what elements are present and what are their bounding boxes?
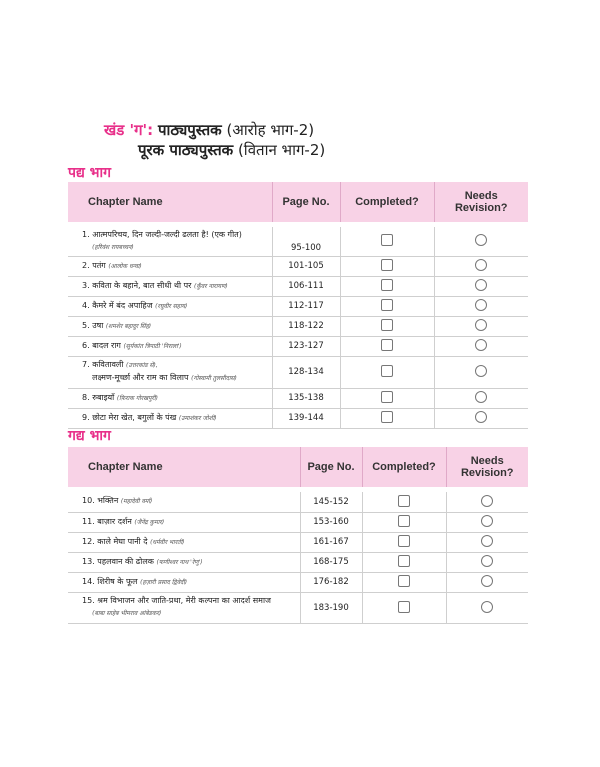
chapter-number: 14.	[82, 576, 95, 586]
chapter-author: (रघुवीर सहाय)	[155, 302, 188, 310]
completed-checkbox[interactable]	[381, 299, 393, 311]
revision-cell	[446, 492, 528, 512]
page-range: 183-190	[300, 592, 362, 623]
needs-revision-radio[interactable]	[475, 411, 487, 423]
column-needs-revision	[434, 182, 528, 222]
completed-cell	[340, 227, 434, 256]
revision-cell	[446, 512, 528, 532]
chapter-cell	[68, 572, 300, 592]
chapter-title: काले मेघा पानी दे	[97, 536, 148, 546]
completed-checkbox[interactable]	[398, 575, 410, 587]
needs-revision-line-2: Revision?	[454, 202, 508, 214]
completed-cell	[340, 276, 434, 296]
section-heading	[104, 120, 325, 160]
table-row	[68, 592, 528, 623]
table-row	[68, 388, 528, 408]
completed-cell	[340, 388, 434, 408]
completed-checkbox[interactable]	[381, 234, 393, 246]
chapter-cell	[68, 532, 300, 552]
column-page-no: Page No.	[300, 447, 362, 487]
needs-revision-radio[interactable]	[475, 391, 487, 403]
completed-checkbox[interactable]	[381, 391, 393, 403]
revision-cell	[446, 552, 528, 572]
completed-cell	[340, 336, 434, 356]
chapter-number: 7.	[82, 360, 90, 369]
textbook-part: (आरोह भाग-2)	[226, 121, 315, 139]
page-range: 145-152	[300, 492, 362, 512]
chapter-cell	[68, 276, 272, 296]
chapter-author: (सूर्यकांत त्रिपाठी 'निराला')	[123, 342, 182, 350]
needs-revision-radio[interactable]	[481, 575, 493, 587]
chapter-title: आत्मपरिचय, दिन जल्दी-जल्दी ढलता है! (एक गीत)	[92, 229, 242, 239]
needs-revision-radio[interactable]	[475, 279, 487, 291]
chapter-number: 3.	[82, 280, 90, 290]
page-range: 106-111	[272, 276, 340, 296]
completed-cell	[362, 552, 446, 572]
completed-cell	[340, 316, 434, 336]
table-row	[68, 256, 528, 276]
textbook-name: पाठ्यपुस्तक	[157, 121, 222, 139]
revision-cell	[434, 356, 528, 388]
chapter-author: (धर्मवीर भारती)	[150, 538, 185, 546]
page-range: 139-144	[272, 408, 340, 428]
chapter-number: 1.	[82, 229, 90, 239]
gadya-rows	[68, 487, 528, 623]
chapter-title: श्रम विभाजन और जाति-प्रथा, मेरी कल्पना का आदर्श समाज	[97, 596, 271, 605]
chapter-author: (हरिवंश रायबच्चन)	[92, 243, 134, 251]
needs-revision-radio[interactable]	[481, 515, 493, 527]
chapter-author: (जैनेंद्र कुमार)	[134, 518, 165, 526]
revision-cell	[446, 592, 528, 623]
revision-cell	[434, 388, 528, 408]
chapter-cell	[68, 256, 272, 276]
needs-revision-radio[interactable]	[481, 535, 493, 547]
chapter-cell	[68, 316, 272, 336]
table-row	[68, 572, 528, 592]
chapter-author-2: (गोस्वामी तुलसीदास)	[191, 375, 237, 382]
table-row	[68, 532, 528, 552]
heading-line-1	[104, 120, 325, 140]
page-range: 176-182	[300, 572, 362, 592]
chapter-title: पहलवान की ढोलक	[97, 556, 154, 566]
chapter-cell	[68, 512, 300, 532]
completed-cell	[362, 512, 446, 532]
completed-cell	[340, 296, 434, 316]
chapter-title: कैमरे में बंद अपाहिज	[92, 300, 153, 310]
completed-cell	[362, 572, 446, 592]
gadya-chapter-table	[68, 447, 528, 624]
completed-cell	[340, 256, 434, 276]
chapter-author: (शमशेर बहादुर सिंह)	[105, 322, 152, 330]
revision-cell	[434, 227, 528, 256]
chapter-title: बाज़ार दर्शन	[97, 516, 132, 526]
completed-checkbox[interactable]	[381, 411, 393, 423]
page-range: 112-117	[272, 296, 340, 316]
needs-revision-line-2: Revision?	[460, 467, 514, 479]
page-range: 153-160	[300, 512, 362, 532]
chapter-author: (महादेवी वर्मा)	[120, 498, 153, 506]
page-range: 123-127	[272, 336, 340, 356]
chapter-author: (हज़ारी प्रसाद द्विवेदी)	[140, 578, 188, 586]
chapter-author: (कुँवर नारायण)	[193, 282, 228, 290]
needs-revision-radio[interactable]	[475, 339, 487, 351]
chapter-cell	[68, 227, 272, 256]
needs-revision-line-1: Needs	[470, 455, 504, 467]
chapter-title: शिरीष के फूल	[97, 576, 138, 586]
completed-checkbox[interactable]	[398, 535, 410, 547]
chapter-number: 15.	[82, 596, 95, 605]
completed-checkbox[interactable]	[381, 319, 393, 331]
needs-revision-radio[interactable]	[481, 495, 493, 507]
heading-line-2	[138, 140, 325, 160]
chapter-number: 12.	[82, 536, 95, 546]
needs-revision-radio[interactable]	[475, 299, 487, 311]
revision-cell	[434, 316, 528, 336]
table-row	[68, 296, 528, 316]
chapter-title: कविता के बहाने, बात सीधी थी पर	[92, 280, 192, 290]
chapter-number: 5.	[82, 320, 90, 330]
chapter-cell	[68, 492, 300, 512]
padya-section-title: पद्य भाग	[68, 165, 111, 181]
chapter-number: 13.	[82, 556, 95, 566]
chapter-cell	[68, 336, 272, 356]
needs-revision-radio[interactable]	[481, 555, 493, 567]
completed-checkbox[interactable]	[381, 279, 393, 291]
chapter-title: पतंग	[92, 260, 106, 270]
revision-cell	[434, 256, 528, 276]
padya-chapter-table	[68, 182, 528, 429]
chapter-author: (उमाशंकर जोशी)	[178, 414, 217, 422]
chapter-title-line-2: लक्ष्मण-मूर्च्छा और राम का विलाप	[92, 373, 189, 382]
completed-checkbox[interactable]	[398, 601, 410, 613]
page-range: 101-105	[272, 256, 340, 276]
page-range: 161-167	[300, 532, 362, 552]
page-range: 128-134	[272, 356, 340, 388]
chapter-cell	[68, 408, 272, 428]
table-row	[68, 336, 528, 356]
chapter-number: 9.	[82, 412, 90, 422]
chapter-author: (फणीश्वर नाथ 'रेणु')	[156, 558, 203, 566]
table-row	[68, 408, 528, 428]
chapter-number: 10.	[82, 496, 95, 506]
gadya-section-title: गद्य भाग	[68, 428, 111, 444]
chapter-title: रुबाइयाँ	[92, 392, 115, 402]
completed-cell	[340, 356, 434, 388]
column-completed: Completed?	[362, 447, 446, 487]
completed-cell	[362, 532, 446, 552]
khand-label: खंड 'ग':	[104, 121, 154, 139]
needs-revision-radio[interactable]	[475, 365, 487, 377]
needs-revision-radio[interactable]	[475, 319, 487, 331]
chapter-number: 4.	[82, 300, 90, 310]
completed-checkbox[interactable]	[381, 365, 393, 377]
completed-cell	[340, 408, 434, 428]
page-range: 135-138	[272, 388, 340, 408]
completed-checkbox[interactable]	[398, 515, 410, 527]
revision-cell	[446, 572, 528, 592]
completed-checkbox[interactable]	[398, 555, 410, 567]
completed-checkbox[interactable]	[381, 259, 393, 271]
chapter-author: (आलोक धन्वा)	[108, 262, 142, 270]
chapter-cell	[68, 552, 300, 572]
column-chapter-name: Chapter Name	[68, 182, 272, 222]
revision-cell	[434, 336, 528, 356]
page-range: 95-100	[272, 227, 340, 256]
page-range: 168-175	[300, 552, 362, 572]
needs-revision-radio[interactable]	[475, 259, 487, 271]
padya-rows	[68, 222, 528, 428]
table-header-row	[68, 447, 528, 487]
page-range: 118-122	[272, 316, 340, 336]
chapter-title: छोटा मेरा खेत, बगुलों के पंख	[92, 412, 177, 422]
completed-checkbox[interactable]	[381, 339, 393, 351]
column-needs-revision	[446, 447, 528, 487]
supplementary-textbook-name: पूरक पाठ्यपुस्तक	[138, 141, 234, 159]
chapter-title: उषा	[92, 320, 104, 330]
supplementary-textbook-part: (वितान भाग-2)	[237, 141, 326, 159]
table-row	[68, 492, 528, 512]
chapter-number: 8.	[82, 392, 90, 402]
column-page-no: Page No.	[272, 182, 340, 222]
chapter-title: भक्तिन	[97, 496, 119, 506]
table-row	[68, 512, 528, 532]
chapter-cell	[68, 296, 272, 316]
chapter-number: 2.	[82, 260, 90, 270]
needs-revision-radio[interactable]	[475, 234, 487, 246]
table-row	[68, 552, 528, 572]
revision-cell	[434, 408, 528, 428]
chapter-title: कवितावली	[92, 360, 124, 369]
table-header-row	[68, 182, 528, 222]
completed-cell	[362, 592, 446, 623]
table-row	[68, 276, 528, 296]
table-row	[68, 316, 528, 336]
revision-cell	[446, 532, 528, 552]
table-row	[68, 227, 528, 256]
chapter-cell	[68, 388, 272, 408]
chapter-author: (बाबा साहेब भीमराव आंबेडकर)	[92, 610, 162, 617]
column-chapter-name: Chapter Name	[68, 447, 300, 487]
chapter-number: 6.	[82, 340, 90, 350]
chapter-number: 11.	[82, 516, 95, 526]
table-row	[68, 356, 528, 388]
chapter-title: बादल राग	[92, 340, 121, 350]
completed-checkbox[interactable]	[398, 495, 410, 507]
needs-revision-radio[interactable]	[481, 601, 493, 613]
revision-cell	[434, 296, 528, 316]
chapter-author: (फ़िराक गोरखपुरी)	[116, 394, 158, 402]
chapter-author: (उत्तरकांड से),	[125, 362, 158, 369]
revision-cell	[434, 276, 528, 296]
column-completed: Completed?	[340, 182, 434, 222]
needs-revision-line-1: Needs	[464, 190, 498, 202]
completed-cell	[362, 492, 446, 512]
chapter-cell	[68, 592, 300, 623]
chapter-cell	[68, 356, 272, 388]
